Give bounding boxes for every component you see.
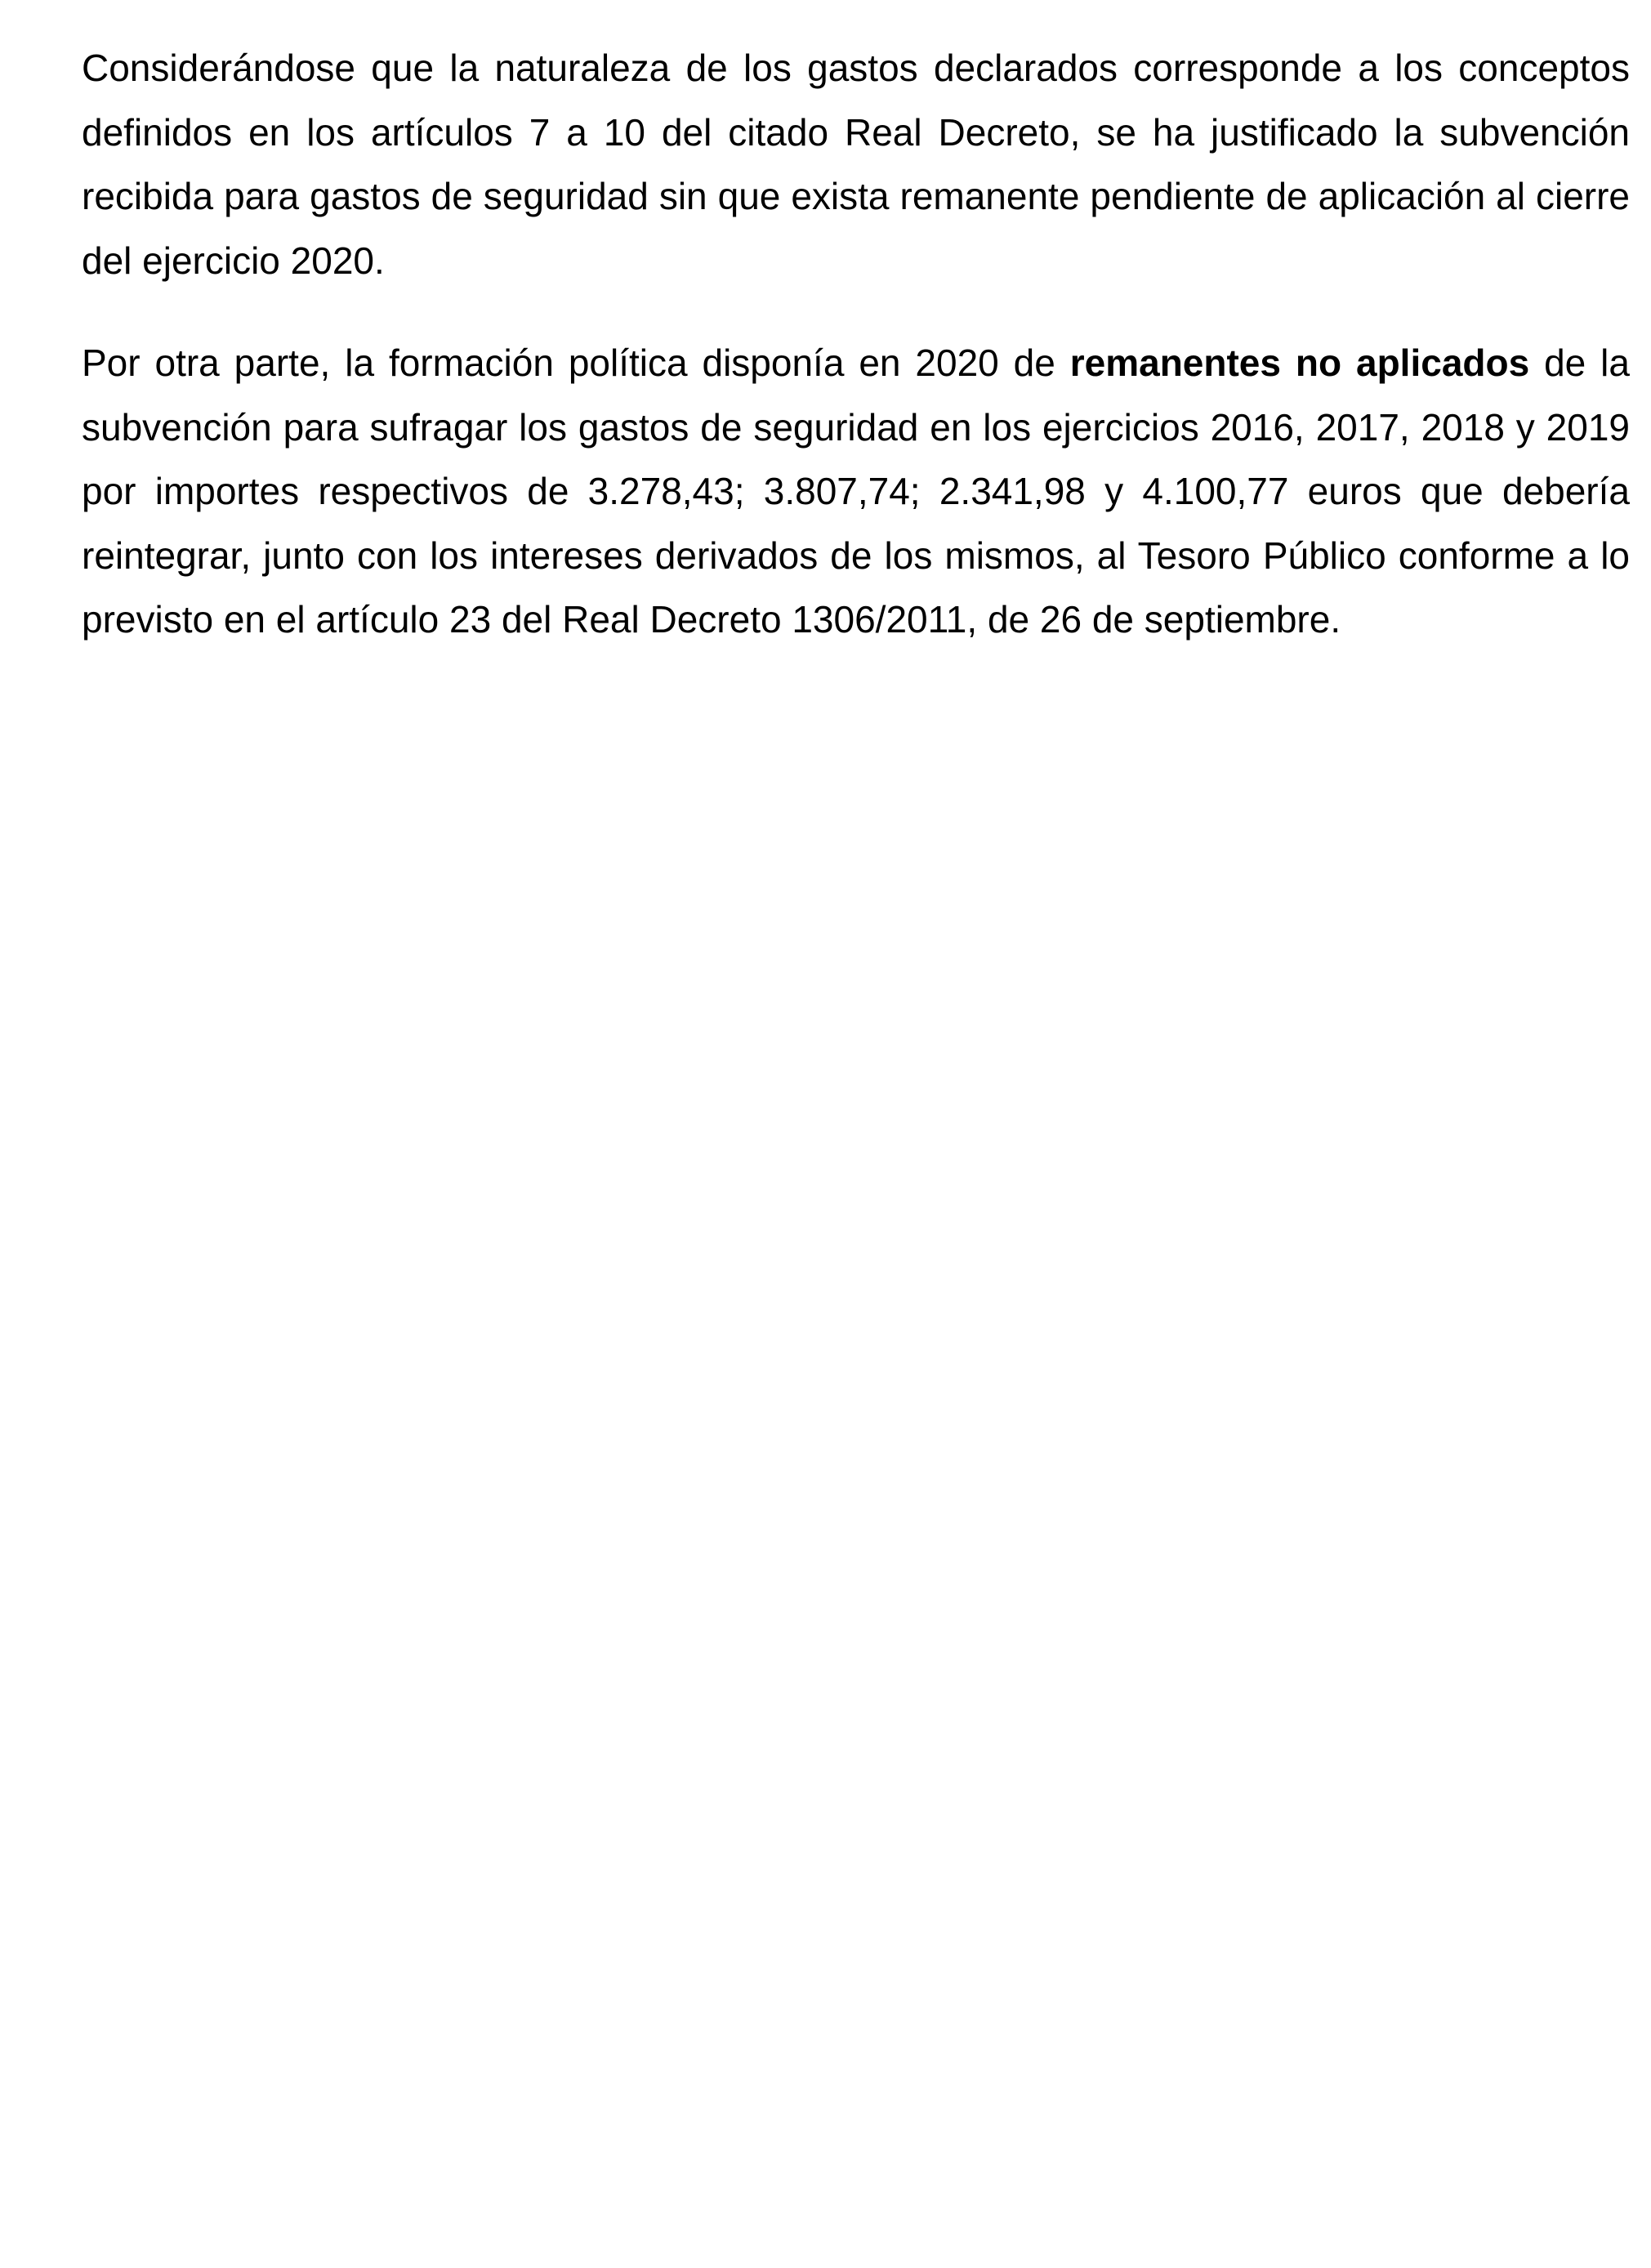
text-segment: por importes respectivos de 3.278,43; 3.807,74; 2.341,98 y 4.100,77 euros que debería [82, 470, 1630, 512]
text-line [82, 459, 1630, 524]
text-line [82, 331, 1630, 395]
text-segment: previsto en el artículo 23 del Real Decreto 1306/2011, de 26 de septiembre. [82, 598, 1341, 641]
text-segment: definidos en los artículos 7 a 10 del citado Real Decreto, se ha justificado la subvención [82, 110, 1630, 154]
text-segment: de la [1529, 342, 1630, 384]
text-line [82, 395, 1630, 460]
text-segment: Por otra parte, la formación política disponía en 2020 de [82, 342, 1070, 384]
text-segment: reintegrar, junto con los intereses derivados de los mismos, al Tesoro Público conforme a lo [82, 534, 1630, 577]
paragraph-1 [82, 36, 1630, 292]
text-segment: recibida para gastos de seguridad sin que exista remanente pendiente de aplicación al cierre [82, 175, 1630, 217]
text-segment: Considerándose que la naturaleza de los gastos declarados corresponde a los conceptos [82, 47, 1630, 89]
bold-text-segment: remanentes no aplicados [1069, 342, 1530, 384]
text-line [82, 524, 1630, 588]
text-segment: subvención para sufragar los gastos de seguridad en los ejercicios 2016, 2017, 2018 y 2019 [82, 405, 1630, 449]
text-line [82, 587, 1630, 652]
text-line [82, 229, 1630, 293]
text-segment: del ejercicio 2020. [82, 239, 385, 282]
text-line [82, 100, 1630, 165]
document-text [82, 36, 1630, 690]
text-line [82, 36, 1630, 100]
paragraph-2 [82, 331, 1630, 652]
text-line [82, 164, 1630, 229]
